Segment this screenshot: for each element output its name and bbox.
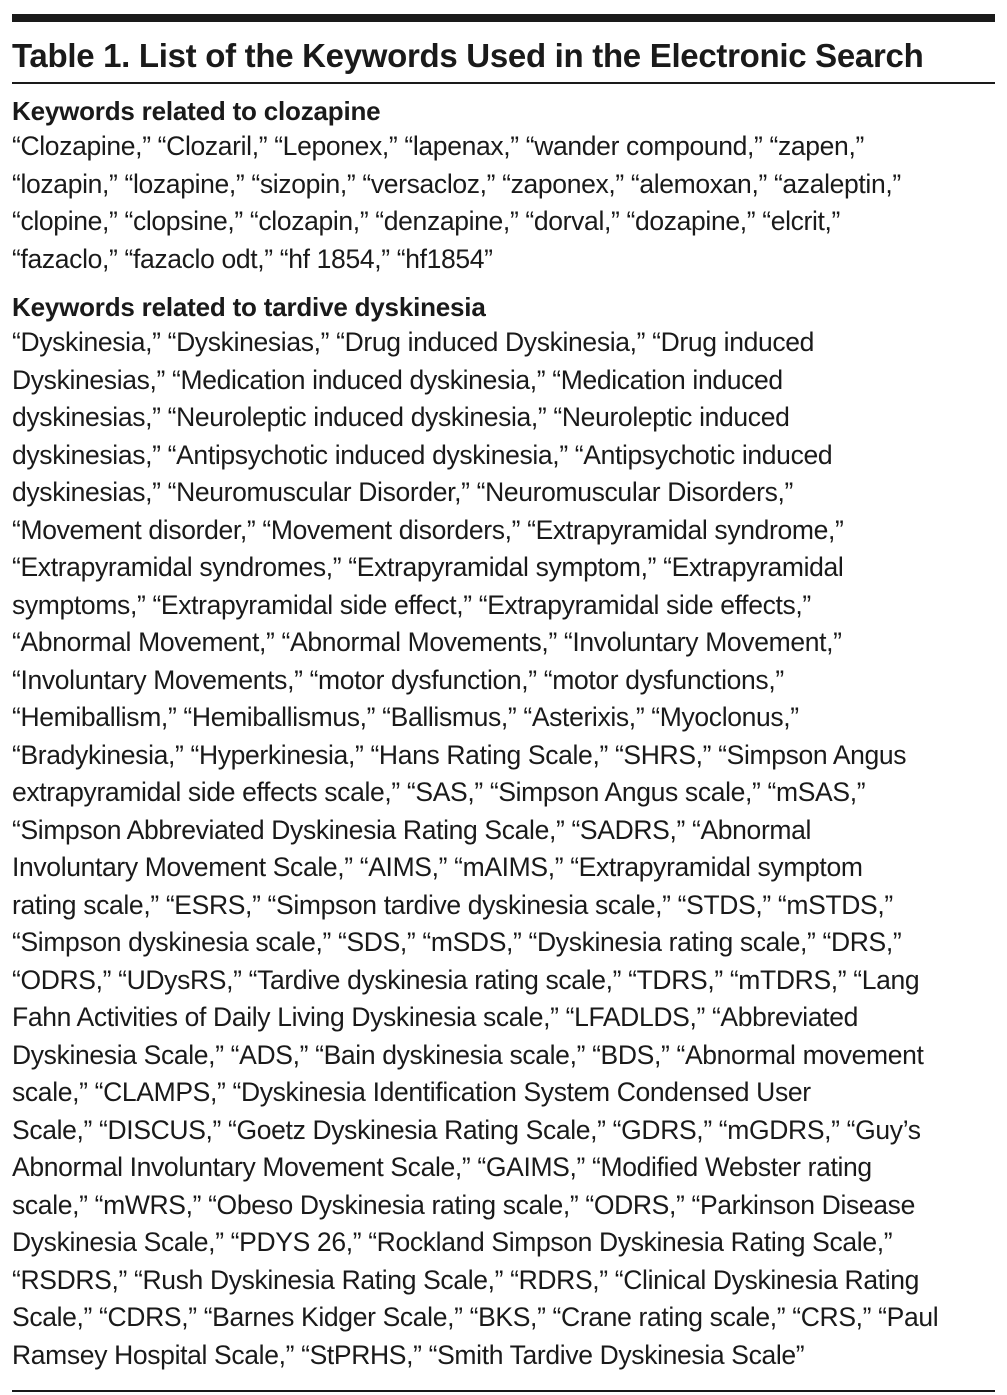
keyword-list bbox=[12, 324, 995, 1374]
keyword-line: rating scale,” “ESRS,” “Simpson tardive dyskinesia scale,” “STDS,” “mSTDS,” bbox=[12, 889, 893, 920]
section-clozapine-keywords bbox=[12, 94, 995, 278]
keyword-line: “Simpson Abbreviated Dyskinesia Rating Scale,” “SADRS,” “Abnormal bbox=[12, 814, 812, 845]
keyword-line: “Clozapine,” “Clozaril,” “Leponex,” “lapenax,” “wander compound,” “zapen,” bbox=[12, 131, 864, 161]
keyword-line: “ODRS,” “UDysRS,” “Tardive dyskinesia rating scale,” “TDRS,” “mTDRS,” “Lang bbox=[12, 964, 920, 995]
keyword-list bbox=[12, 128, 995, 278]
keyword-line: “Abnormal Movement,” “Abnormal Movements,” “Involuntary Movement,” bbox=[12, 627, 842, 657]
keyword-line: scale,” “mWRS,” “Obeso Dyskinesia rating scale,” “ODRS,” “Parkinson Disease bbox=[12, 1189, 915, 1220]
keyword-line: dyskinesias,” “Antipsychotic induced dyskinesia,” “Antipsychotic induced bbox=[12, 439, 833, 470]
keyword-line: Ramsey Hospital Scale,” “StPRHS,” “Smith Tardive Dyskinesia Scale” bbox=[12, 1339, 805, 1370]
keyword-line: Dyskinesia Scale,” “ADS,” “Bain dyskinesia scale,” “BDS,” “Abnormal movement bbox=[12, 1039, 924, 1070]
keyword-line: “Hemiballism,” “Hemiballismus,” “Ballismus,” “Asterixis,” “Myoclonus,” bbox=[12, 702, 799, 732]
keyword-line: “Involuntary Movements,” “motor dysfunction,” “motor dysfunctions,” bbox=[12, 664, 784, 695]
keyword-line: “Bradykinesia,” “Hyperkinesia,” “Hans Rating Scale,” “SHRS,” “Simpson Angus bbox=[12, 739, 907, 770]
keyword-line: dyskinesias,” “Neuromuscular Disorder,” “Neuromuscular Disorders,” bbox=[12, 477, 793, 507]
keyword-line: extrapyramidal side effects scale,” “SAS,” “Simpson Angus scale,” “mSAS,” bbox=[12, 777, 866, 807]
keyword-line: Scale,” “CDRS,” “Barnes Kidger Scale,” “BKS,” “Crane rating scale,” “CRS,” “Paul bbox=[12, 1302, 939, 1332]
table-header-rule bbox=[12, 82, 995, 84]
keyword-line: dyskinesias,” “Neuroleptic induced dyskinesia,” “Neuroleptic induced bbox=[12, 402, 790, 432]
keyword-line: “Extrapyramidal syndromes,” “Extrapyramidal symptom,” “Extrapyramidal bbox=[12, 552, 844, 582]
keyword-line: “Movement disorder,” “Movement disorders,” “Extrapyramidal syndrome,” bbox=[12, 514, 844, 545]
keyword-line: “lozapin,” “lozapine,” “sizopin,” “versacloz,” “zaponex,” “alemoxan,” “azaleptin,” bbox=[12, 168, 901, 199]
section-tardive-dyskinesia-keywords bbox=[12, 290, 995, 1374]
keyword-line: Fahn Activities of Daily Living Dyskinesia scale,” “LFADLDS,” “Abbreviated bbox=[12, 1002, 858, 1032]
keyword-line: Involuntary Movement Scale,” “AIMS,” “mAIMS,” “Extrapyramidal symptom bbox=[12, 852, 863, 882]
keyword-line: symptoms,” “Extrapyramidal side effect,” “Extrapyramidal side effects,” bbox=[12, 589, 811, 620]
section-heading: Keywords related to clozapine bbox=[12, 96, 381, 126]
table-bottom-rule bbox=[12, 1390, 995, 1392]
keyword-line: scale,” “CLAMPS,” “Dyskinesia Identification System Condensed User bbox=[12, 1077, 811, 1107]
keyword-line: Abnormal Involuntary Movement Scale,” “GAIMS,” “Modified Webster rating bbox=[12, 1152, 872, 1182]
keywords-table bbox=[12, 14, 995, 1392]
table-title: Table 1. List of the Keywords Used in the Electronic Search bbox=[12, 37, 924, 74]
keyword-line: Dyskinesias,” “Medication induced dyskinesia,” “Medication induced bbox=[12, 364, 783, 395]
keyword-line: “clopine,” “clopsine,” “clozapin,” “denzapine,” “dorval,” “dozapine,” “elcrit,” bbox=[12, 206, 841, 236]
keyword-line: Scale,” “DISCUS,” “Goetz Dyskinesia Rating Scale,” “GDRS,” “mGDRS,” “Guy’s bbox=[12, 1114, 921, 1145]
table-top-rule bbox=[12, 14, 995, 22]
keyword-line: “Simpson dyskinesia scale,” “SDS,” “mSDS,” “Dyskinesia rating scale,” “DRS,” bbox=[12, 927, 902, 957]
keyword-line: “fazaclo,” “fazaclo odt,” “hf 1854,” “hf1854” bbox=[12, 243, 493, 274]
keyword-line: Dyskinesia Scale,” “PDYS 26,” “Rockland Simpson Dyskinesia Rating Scale,” bbox=[12, 1227, 893, 1257]
keyword-line: “Dyskinesia,” “Dyskinesias,” “Drug induced Dyskinesia,” “Drug induced bbox=[12, 327, 815, 357]
keyword-line: “RSDRS,” “Rush Dyskinesia Rating Scale,” “RDRS,” “Clinical Dyskinesia Rating bbox=[12, 1264, 920, 1295]
section-heading: Keywords related to tardive dyskinesia bbox=[12, 292, 486, 322]
